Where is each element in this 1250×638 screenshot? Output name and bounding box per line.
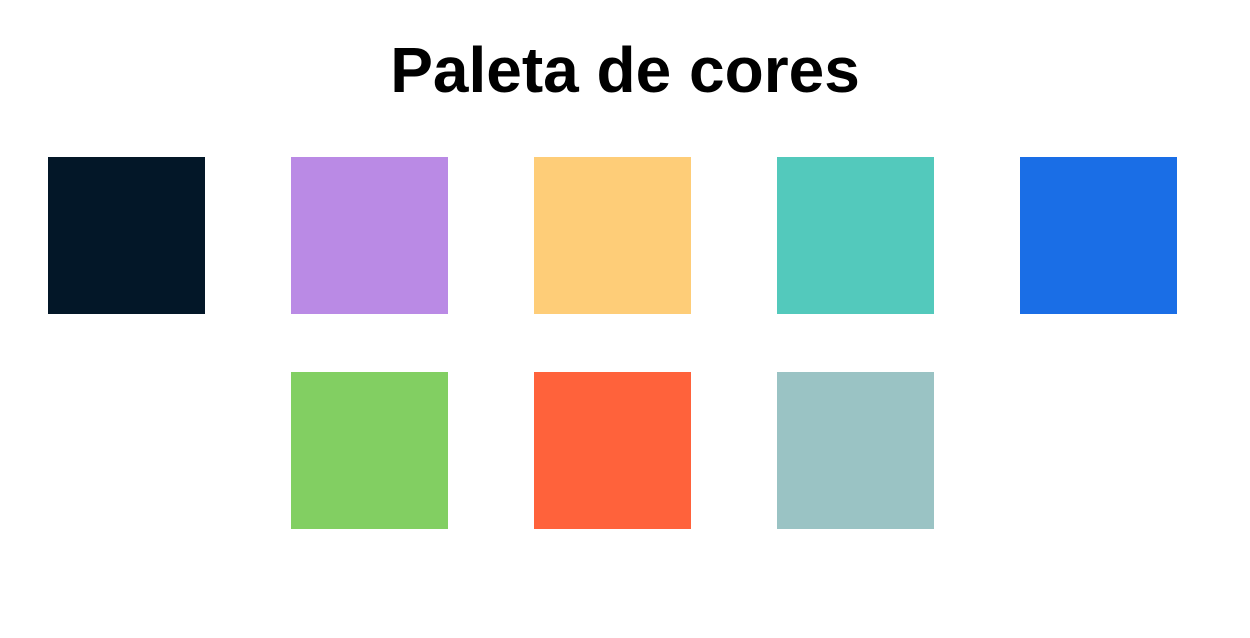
color-swatch xyxy=(534,157,691,314)
color-swatch xyxy=(48,157,205,314)
color-swatch xyxy=(291,157,448,314)
color-swatch xyxy=(777,372,934,529)
color-swatch xyxy=(534,372,691,529)
color-swatch xyxy=(1020,157,1177,314)
color-swatch xyxy=(777,157,934,314)
page-title: Paleta de cores xyxy=(390,34,860,106)
color-swatch xyxy=(291,372,448,529)
